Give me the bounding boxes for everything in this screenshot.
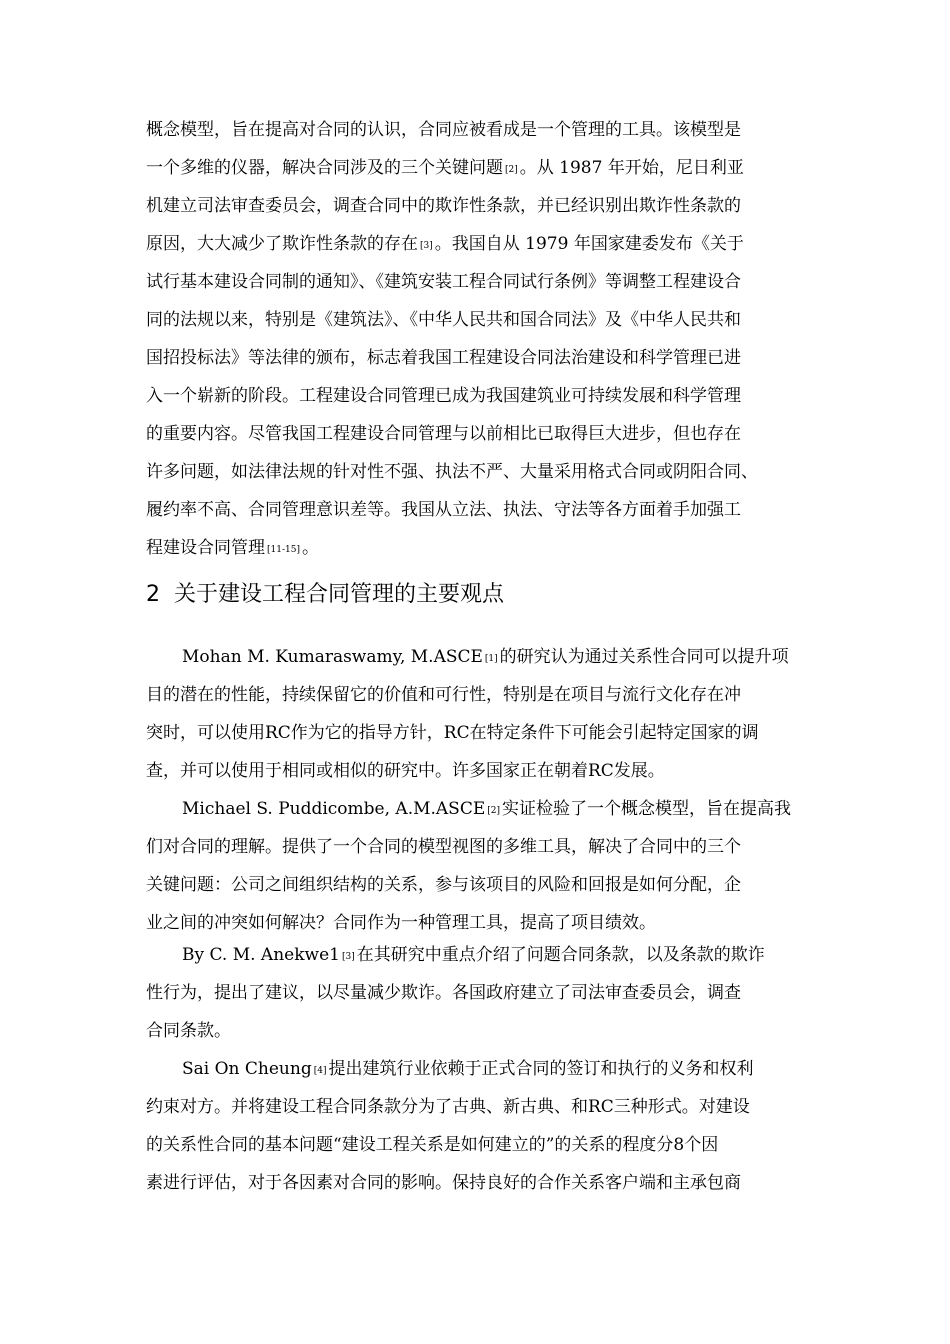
paragraph-line: By C. M. Anekwe1 [3] 在其研究中重点介绍了问题合同条款，以及条款的欺诈	[182, 945, 765, 965]
paragraph-line: 关键问题：公司之间组织结构的关系，参与该项目的风险和回报是如何分配，企	[146, 875, 741, 895]
paragraph-line: 们对合同的理解。提供了一个合同的模型视图的多维工具，解决了合同中的三个	[146, 837, 741, 857]
citation-ref: [1]	[484, 654, 498, 664]
paragraph-line: 程建设合同管理 [11-15] 。	[146, 538, 319, 558]
paragraph-line: Michael S. Puddicombe, A.M.ASCE [2] 实证检验了一个概念模型，旨在提高我	[182, 799, 791, 819]
citation-ref: [3]	[420, 241, 433, 251]
citation-ref: [2]	[505, 165, 518, 175]
paragraph-line: 许多问题，如法律法规的针对性不强、执法不严、大量采用格式合同或阴阳合同、	[146, 462, 758, 482]
paragraph-line: 性行为，提出了建议，以尽量减少欺诈。各国政府建立了司法审查委员会，调查	[146, 983, 741, 1003]
paragraph-line: 一个多维的仪器，解决合同涉及的三个关键问题 [2] 。从 1987 年开始，尼日利亚	[146, 158, 744, 178]
paragraph-line: 的重要内容。尽管我国工程建设合同管理与以前相比已取得巨大进步，但也存在	[146, 424, 741, 444]
paragraph-line: 的关系性合同的基本问题“建设工程关系是如何建立的”的关系的程度分8个因	[146, 1135, 719, 1155]
paragraph-line: 履约率不高、合同管理意识差等。我国从立法、执法、守法等各方面着手加强工	[146, 500, 741, 520]
paragraph-line: 素进行评估，对于各因素对合同的影响。保持良好的合作关系客户端和主承包商	[146, 1173, 741, 1193]
paragraph-line: 概念模型，旨在提高对合同的认识，合同应被看成是一个管理的工具。该模型是	[146, 120, 741, 140]
citation-ref: [11-15]	[267, 545, 300, 555]
paragraph-line: 约束对方。并将建设工程合同条款分为了古典、新古典、和RC三种形式。对建设	[146, 1097, 750, 1117]
paragraph-line: 突时，可以使用RC作为它的指导方针，RC在特定条件下可能会引起特定国家的调	[146, 723, 759, 743]
paragraph-line: 合同条款。	[146, 1021, 231, 1041]
paragraph-line: 查，并可以使用于相同或相似的研究中。许多国家正在朝着RC发展。	[146, 761, 665, 781]
paragraph-line: 目的潜在的性能，持续保留它的价值和可行性，特别是在项目与流行文化存在冲	[146, 685, 741, 705]
citation-ref: [4]	[313, 1066, 327, 1076]
section-number: 2	[146, 582, 160, 607]
paragraph-line: 国招投标法》等法律的颁布，标志着我国工程建设合同法治建设和科学管理已进	[146, 348, 741, 368]
citation-ref: [2]	[487, 806, 500, 816]
paragraph-line: 入一个崭新的阶段。工程建设合同管理已成为我国建筑业可持续发展和科学管理	[146, 386, 741, 406]
paragraph-line: 业之间的冲突如何解决？合同作为一种管理工具，提高了项目绩效。	[146, 913, 656, 933]
paragraph-line: 机建立司法审查委员会，调查合同中的欺诈性条款，并已经识别出欺诈性条款的	[146, 196, 741, 216]
section-heading	[146, 575, 504, 615]
paragraph-line: Mohan M. Kumaraswamy, M.ASCE [1] 的研究认为通过关系性合同可以提升项	[182, 647, 789, 667]
section-title: 关于建设工程合同管理的主要观点	[174, 582, 505, 607]
citation-ref: [3]	[341, 952, 355, 962]
paragraph-line: 原因，大大减少了欺诈性条款的存在 [3] 。我国自从 1979 年国家建委发布《关于	[146, 234, 744, 254]
paragraph-line: 同的法规以来，特别是《建筑法》、《中华人民共和国合同法》及《中华人民共和	[146, 310, 741, 330]
paragraph-line: Sai On Cheung [4] 提出建筑行业依赖于正式合同的签订和执行的义务和权利	[182, 1059, 754, 1079]
paragraph-line: 试行基本建设合同制的通知》、《建筑安装工程合同试行条例》等调整工程建设合	[146, 272, 741, 292]
